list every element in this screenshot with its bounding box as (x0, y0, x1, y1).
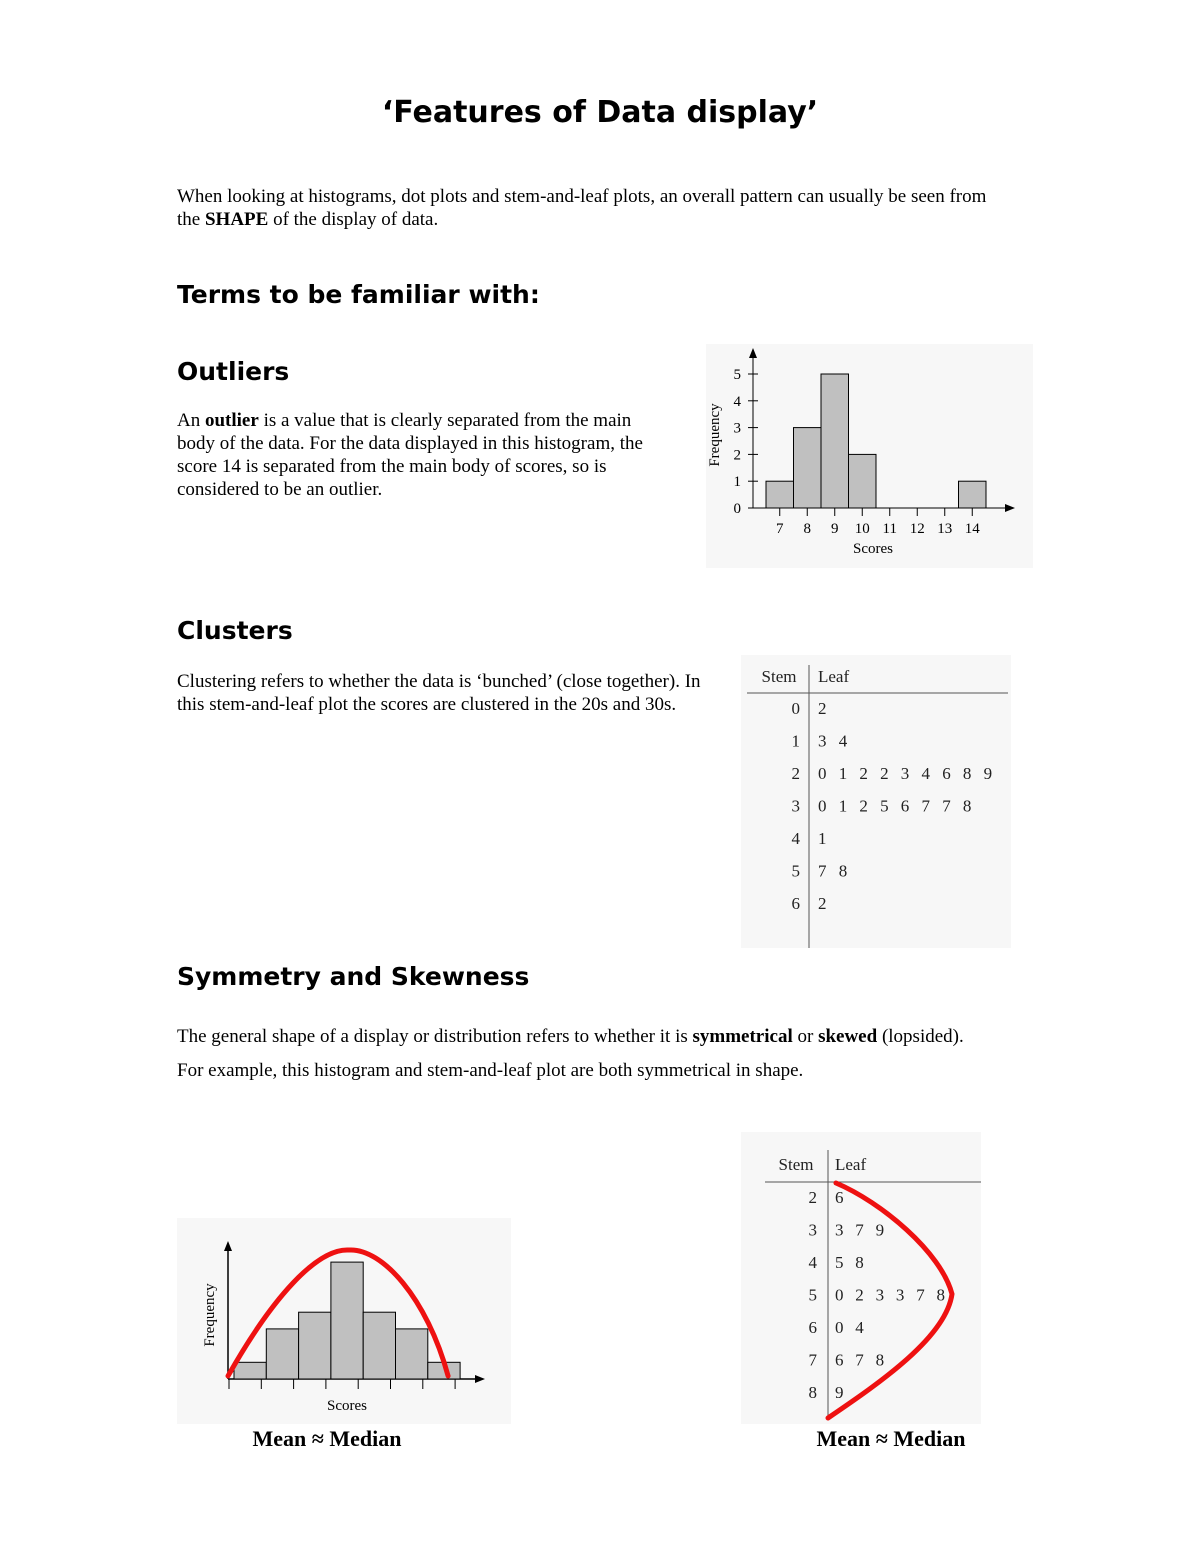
leaf-value: 2 (818, 699, 827, 718)
stem-value: 8 (808, 1383, 817, 1402)
stem-value: 6 (791, 894, 800, 913)
terms-heading: Terms to be familiar with: (177, 280, 540, 309)
leaf-value: 7 (942, 796, 951, 816)
x-tick-label: 13 (937, 521, 953, 537)
leaf-value: 2 (859, 764, 868, 783)
leaf-value: 3 (875, 1285, 885, 1305)
x-tick-label: 7 (776, 521, 784, 537)
leaf-value: 3 (835, 1220, 844, 1240)
stem-value: 3 (791, 796, 800, 816)
y-tick-label: 0 (733, 501, 741, 517)
stem-value: 3 (808, 1220, 817, 1240)
stem-header: Stem (761, 667, 797, 686)
x-tick-label: 10 (854, 521, 870, 537)
skewed-term-bold: skewed (818, 1026, 878, 1047)
leaf-value: 9 (875, 1220, 885, 1240)
y-axis-arrow (224, 1241, 232, 1251)
page-title: ‘Features of Data display’ (381, 95, 819, 130)
left-mean-median-caption: Mean ≈ Median (252, 1426, 402, 1451)
leaf-value: 5 (880, 796, 889, 816)
x-axis-label: Scores (327, 1398, 367, 1414)
outlier-histogram-figure (706, 344, 1033, 568)
stem-value: 6 (808, 1318, 817, 1337)
intro-line-2 (177, 208, 1037, 231)
histogram-bar (794, 428, 822, 508)
leaf-value: 4 (855, 1318, 864, 1337)
leaf-value: 6 (835, 1350, 844, 1370)
leaf-value: 7 (855, 1220, 864, 1240)
leaf-value: 5 (835, 1253, 844, 1272)
symmetry-heading: Symmetry and Skewness (177, 962, 530, 991)
leaf-value: 8 (962, 764, 972, 783)
leaf-value: 8 (875, 1350, 885, 1370)
leaf-value: 2 (859, 796, 868, 816)
y-tick-label: 4 (733, 393, 741, 410)
stem-value: 2 (808, 1188, 817, 1207)
y-axis-label: Frequency (707, 403, 723, 467)
clusters-stem-leaf-plot (741, 655, 1011, 948)
stem-header: Stem (778, 1155, 814, 1174)
leaf-value: 3 (900, 764, 910, 783)
leaf-value: 7 (921, 796, 930, 816)
x-tick-label: 12 (909, 521, 925, 537)
stem-value: 4 (808, 1253, 817, 1272)
outliers-paragraph (177, 409, 667, 501)
leaf-value: 6 (942, 764, 951, 783)
stem-value: 7 (808, 1350, 817, 1370)
leaf-value: 1 (838, 764, 848, 783)
x-tick-label: 9 (831, 521, 839, 537)
histogram-bar (266, 1329, 298, 1379)
y-axis-label: Frequency (202, 1283, 218, 1347)
outlier-term-bold: outlier (204, 410, 259, 431)
symmetry-text: The general shape of a display or distribution refers to whether it is (177, 1026, 693, 1047)
stem-value: 0 (791, 699, 800, 718)
leaf-value: 4 (838, 731, 848, 751)
histogram-bar (959, 481, 987, 508)
stem-value: 5 (791, 861, 800, 881)
leaf-value: 4 (921, 764, 930, 783)
x-axis-arrow (1005, 504, 1015, 512)
leaf-value: 2 (855, 1285, 864, 1305)
symmetric-stem-leaf-plot (741, 1132, 981, 1424)
histogram-bar (849, 454, 877, 508)
clusters-heading: Clusters (177, 616, 293, 645)
symmetry-curve (828, 1183, 952, 1418)
x-tick-label: 14 (964, 521, 980, 537)
leaf-value: 8 (936, 1285, 945, 1305)
intro-text: the (177, 209, 205, 230)
intro-shape-bold: SHAPE (204, 209, 269, 230)
leaf-value: 0 (835, 1318, 844, 1337)
stem-value: 4 (791, 829, 800, 848)
symmetrical-term-bold: symmetrical (692, 1026, 793, 1047)
leaf-value: 7 (855, 1350, 864, 1370)
symmetric-stem-leaf-figure (741, 1132, 981, 1424)
symmetric-histogram (177, 1218, 511, 1424)
clusters-paragraph: Clustering refers to whether the data is ‘bunched’ (close together). In this stem-and-leaf plot the scores are clustered in the 20s and 30s. (177, 671, 701, 715)
leaf-value: 8 (962, 796, 972, 816)
leaf-value: 6 (835, 1188, 844, 1207)
leaf-header: Leaf (835, 1155, 867, 1174)
symmetry-text: or (792, 1026, 819, 1047)
intro-line-1: When looking at histograms, dot plots and stem-and-leaf plots, an overall pattern can usually be seen from (177, 186, 987, 207)
leaf-value: 6 (900, 796, 910, 816)
histogram-bar (396, 1329, 428, 1379)
y-tick-label: 5 (733, 367, 741, 383)
symmetry-line-2: For example, this histogram and stem-and-leaf plot are both symmetrical in shape. (177, 1060, 804, 1081)
symmetric-histogram-figure (177, 1218, 511, 1424)
leaf-value: 7 (916, 1285, 925, 1305)
leaf-value: 3 (818, 731, 827, 751)
stem-value: 5 (808, 1285, 817, 1305)
leaf-value: 0 (818, 764, 827, 783)
stem-value: 2 (791, 764, 800, 783)
histogram-bar (331, 1262, 363, 1379)
leaf-value: 0 (835, 1285, 844, 1305)
leaf-value: 1 (838, 796, 848, 816)
leaf-header: Leaf (818, 667, 850, 686)
histogram-bar (766, 481, 794, 508)
histogram-bar (299, 1312, 331, 1379)
x-tick-label: 11 (882, 521, 897, 537)
outliers-text: An (177, 410, 205, 431)
intro-text: of the display of data. (268, 209, 439, 230)
x-axis-arrow (475, 1375, 485, 1383)
leaf-value: 7 (818, 861, 827, 881)
leaf-value: 1 (818, 829, 827, 848)
stem-value: 1 (791, 731, 800, 751)
histogram-bar (821, 374, 849, 508)
outliers-heading: Outliers (177, 357, 290, 386)
y-axis-arrow (749, 348, 757, 358)
symmetry-line-1 (177, 1025, 964, 1048)
symmetry-text: (lopsided). (877, 1026, 964, 1047)
outliers-text: is a value that is clearly separated from the main body of the data. For the data displayed in this histogram, the score 14 is separated from the main body of scores, so is considered to be an outlier. (177, 410, 643, 500)
intro-paragraph (177, 185, 1037, 231)
x-axis-label: Scores (853, 541, 893, 557)
x-tick-label: 8 (803, 521, 811, 537)
leaf-value: 2 (818, 894, 827, 913)
y-tick-label: 3 (733, 420, 741, 437)
leaf-value: 3 (895, 1285, 905, 1305)
leaf-value: 0 (818, 796, 827, 816)
histogram-bar (363, 1312, 395, 1379)
leaf-value: 9 (983, 764, 993, 783)
right-mean-median-caption: Mean ≈ Median (816, 1426, 966, 1451)
histogram-bar (234, 1362, 266, 1379)
y-tick-label: 2 (733, 447, 741, 464)
y-tick-label: 1 (733, 474, 741, 491)
clusters-stem-leaf-figure (741, 655, 1011, 948)
leaf-value: 8 (855, 1253, 864, 1272)
outlier-histogram (706, 344, 1033, 568)
leaf-value: 9 (835, 1383, 844, 1402)
leaf-value: 8 (838, 861, 848, 881)
leaf-value: 2 (880, 764, 889, 783)
